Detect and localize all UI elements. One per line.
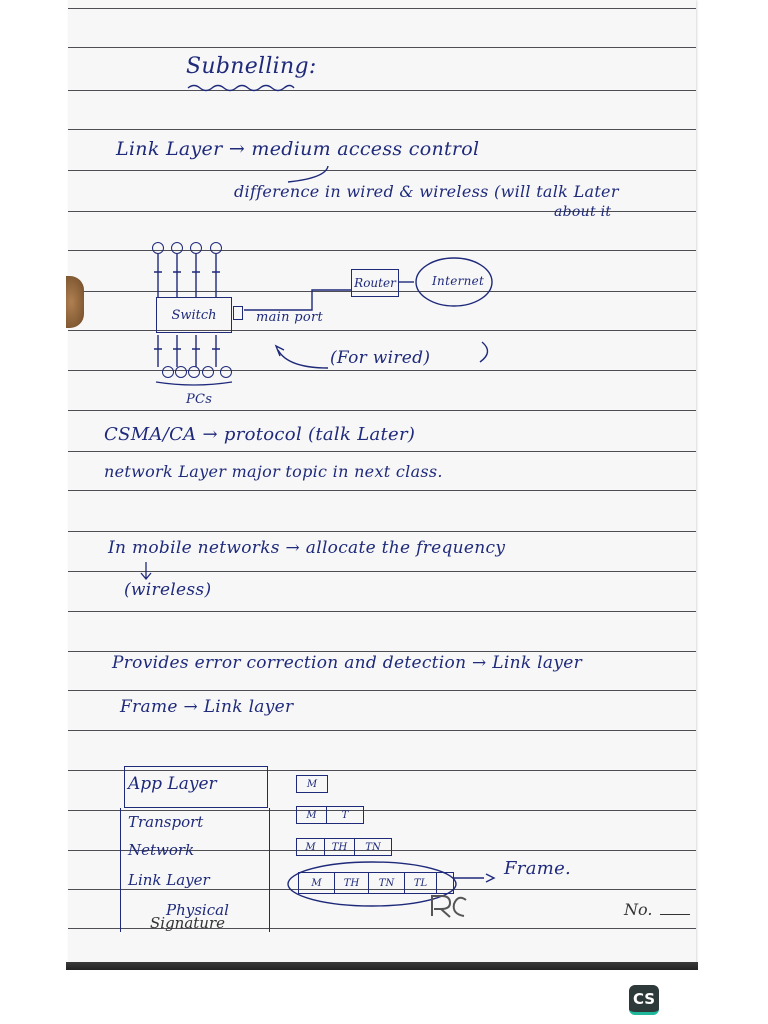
note-network-layer: network Layer major topic in next class. bbox=[104, 462, 443, 481]
note-wireless: (wireless) bbox=[124, 580, 212, 600]
pc-node bbox=[220, 366, 232, 378]
note-frame: Frame → Link layer bbox=[120, 697, 294, 717]
frame-cell: T bbox=[341, 809, 349, 821]
page-edge-shadow bbox=[66, 962, 698, 970]
internet-label: Internet bbox=[432, 274, 485, 288]
camscanner-badge-text: CS bbox=[632, 989, 656, 1008]
layer-link: Link Layer bbox=[128, 871, 210, 889]
pc-node bbox=[162, 366, 174, 378]
frame-cell: M bbox=[299, 873, 335, 893]
pc-node bbox=[188, 366, 200, 378]
ruled-line bbox=[68, 90, 696, 91]
layer-app: App Layer bbox=[128, 774, 217, 794]
rc-logo-mark bbox=[428, 892, 468, 920]
ruled-line bbox=[68, 170, 696, 171]
frame-row4 bbox=[298, 872, 454, 894]
ruled-line bbox=[68, 129, 696, 130]
frame-row1-m: M bbox=[296, 775, 328, 793]
note-csma: CSMA/CA → protocol (talk Later) bbox=[104, 424, 416, 445]
ruled-line bbox=[68, 8, 696, 9]
heading: Subnelling: bbox=[186, 54, 317, 79]
printed-signature-label: Signature bbox=[150, 914, 226, 932]
frame-cell: TN bbox=[369, 873, 405, 893]
upper-links bbox=[148, 252, 238, 302]
frame-cell bbox=[437, 873, 453, 893]
ruled-line bbox=[68, 690, 696, 691]
layer-network: Network bbox=[128, 841, 195, 859]
uplink-wire bbox=[242, 276, 362, 316]
ruled-line bbox=[68, 651, 696, 652]
notebook-page bbox=[68, 0, 696, 968]
frame-cell: TH bbox=[335, 873, 369, 893]
note-link-layer: Link Layer → medium access control bbox=[116, 138, 480, 160]
for-wired-label: (For wired) bbox=[330, 348, 431, 368]
heading-underline bbox=[186, 82, 296, 92]
pc-node bbox=[202, 366, 214, 378]
pcs-bracket bbox=[154, 378, 234, 388]
down-arrow bbox=[138, 560, 154, 582]
frame-label: Frame. bbox=[504, 858, 572, 879]
note-mobile-networks: In mobile networks → allocate the frequency bbox=[108, 538, 506, 558]
frame-cell: TN bbox=[365, 841, 381, 853]
frame-cell: TL bbox=[405, 873, 437, 893]
frame-cell: M bbox=[297, 807, 327, 823]
frame-cell: M bbox=[297, 839, 325, 855]
frame-arrow-head bbox=[484, 872, 498, 886]
ruled-line bbox=[68, 490, 696, 491]
note-wired-wireless: difference in wired & wireless (will talk Later bbox=[234, 182, 619, 201]
ruled-line bbox=[68, 451, 696, 452]
frame-row2 bbox=[296, 806, 364, 824]
layer-physical: Physical bbox=[166, 901, 229, 919]
router-box: Router bbox=[351, 269, 399, 297]
frame-row3 bbox=[296, 838, 392, 856]
main-port-label: main port bbox=[256, 310, 324, 325]
layer-stack bbox=[120, 764, 270, 934]
printed-no-line bbox=[660, 914, 690, 915]
ruled-line bbox=[68, 410, 696, 411]
pc-node bbox=[175, 366, 187, 378]
layer-transport: Transport bbox=[128, 813, 204, 831]
printed-no-label: No. bbox=[624, 900, 653, 919]
ruled-line bbox=[68, 730, 696, 731]
pcs-label: PCs bbox=[186, 392, 213, 407]
ruled-line bbox=[68, 47, 696, 48]
switch-box: Switch bbox=[156, 297, 232, 333]
note-error-correction: Provides error correction and detection → Link layer bbox=[112, 653, 583, 673]
ruled-line bbox=[68, 531, 696, 532]
camscanner-badge-icon bbox=[629, 985, 659, 1015]
ruled-line bbox=[68, 571, 696, 572]
note-about-it: about it bbox=[554, 204, 612, 220]
thumb bbox=[66, 276, 84, 328]
ruled-line bbox=[68, 611, 696, 612]
frame-cell: TH bbox=[325, 839, 355, 855]
